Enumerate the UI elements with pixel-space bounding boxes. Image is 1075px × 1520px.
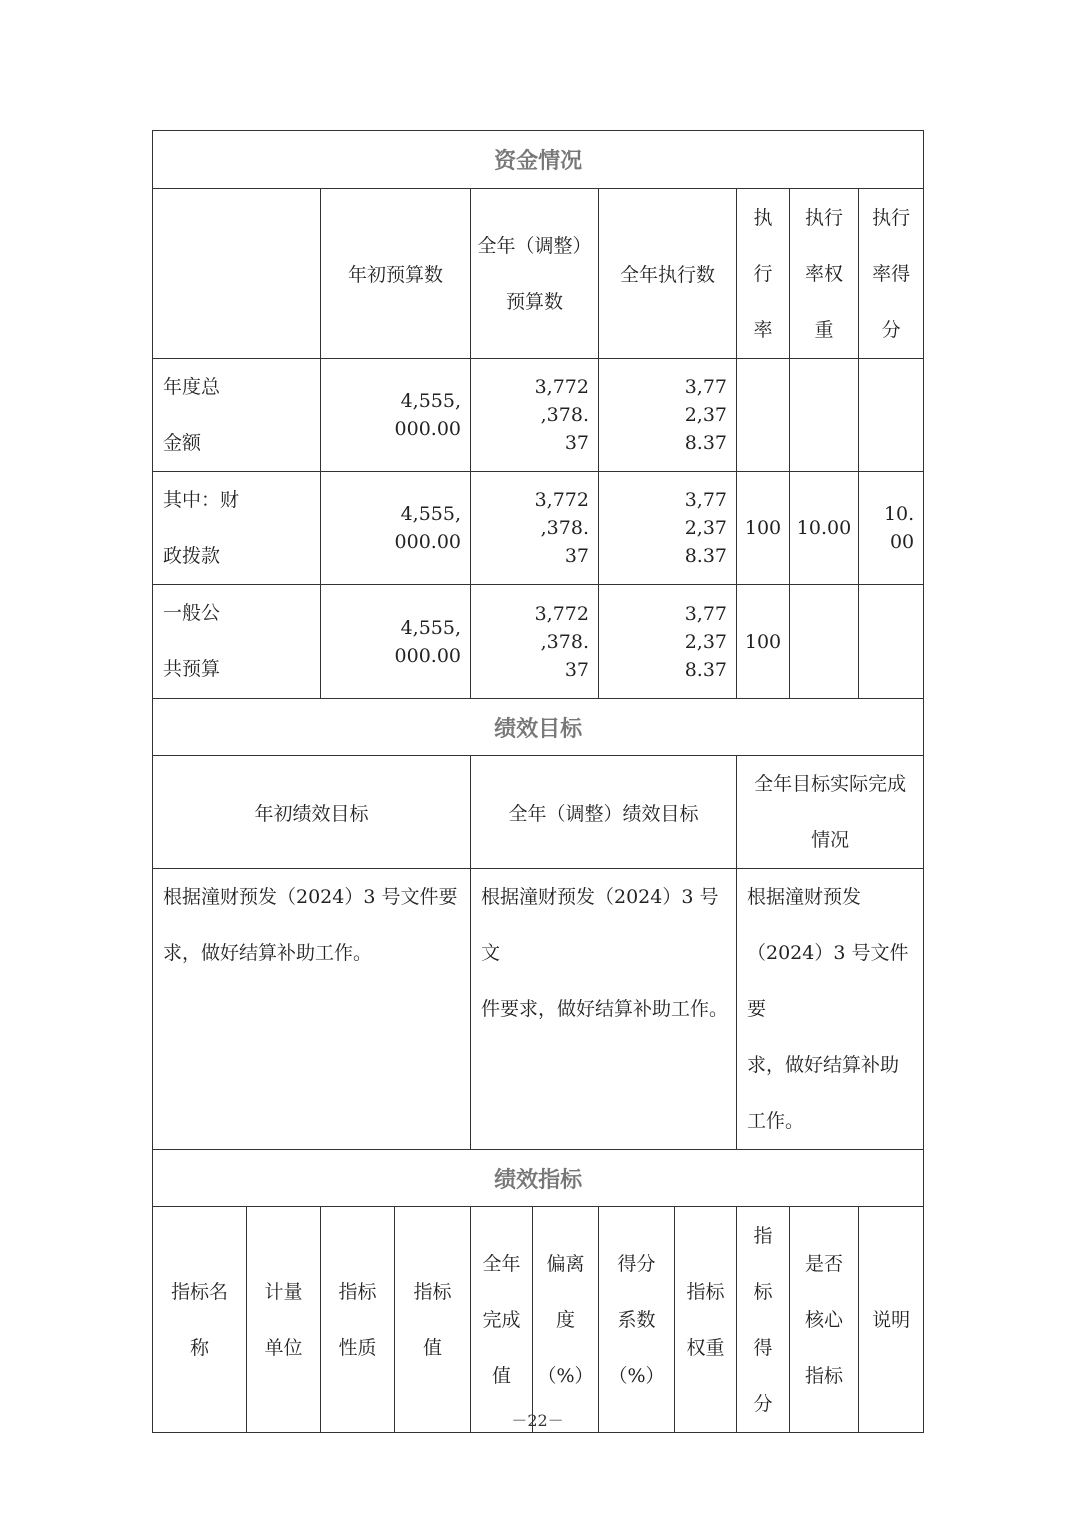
funds-row-initial: 4,555, 000.00 [321, 585, 471, 699]
funds-row-score [859, 359, 924, 472]
funds-header-blank [153, 189, 321, 359]
performance-table [152, 130, 924, 1433]
goals-content-actual: 根据潼财预发 （2024）3 号文件要 求，做好结算补助 工作。 [737, 869, 924, 1150]
funds-row-score [859, 585, 924, 699]
funds-row-rate [737, 359, 790, 472]
indicator-header-nature: 指标 性质 [321, 1207, 395, 1433]
funds-row-adjusted: 3,772 ,378. 37 [471, 585, 599, 699]
funds-row-executed: 3,77 2,37 8.37 [599, 359, 737, 472]
funds-header-adjusted-budget: 全年（调整） 预算数 [471, 189, 599, 359]
funds-row-label: 年度总 金额 [153, 359, 321, 472]
funds-header-executed: 全年执行数 [599, 189, 737, 359]
indicator-header-name: 指标名 称 [153, 1207, 247, 1433]
funds-row-label: 其中：财 政拨款 [153, 472, 321, 585]
funds-row-weight [790, 359, 859, 472]
funds-header-rate-weight: 执行 率权 重 [790, 189, 859, 359]
indicator-header-deviation: 偏离 度 （%） [533, 1207, 599, 1433]
goals-header-adjusted: 全年（调整）绩效目标 [471, 756, 737, 869]
funds-row-score: 10. 00 [859, 472, 924, 585]
goals-header-actual: 全年目标实际完成 情况 [737, 756, 924, 869]
indicator-header-note: 说明 [859, 1207, 924, 1433]
funds-row-adjusted: 3,772 ,378. 37 [471, 359, 599, 472]
goals-section-title: 绩效目标 [153, 699, 924, 756]
funds-row-initial: 4,555, 000.00 [321, 359, 471, 472]
funds-row-adjusted: 3,772 ,378. 37 [471, 472, 599, 585]
funds-row-label: 一般公 共预算 [153, 585, 321, 699]
funds-header-rate-score: 执行 率得 分 [859, 189, 924, 359]
funds-row [153, 359, 924, 472]
indicator-header-completed: 全年 完成 值 [471, 1207, 533, 1433]
indicator-header-core: 是否 核心 指标 [790, 1207, 859, 1433]
funds-row-rate: 100 [737, 585, 790, 699]
indicators-section-title: 绩效指标 [153, 1150, 924, 1207]
funds-row-weight: 10.00 [790, 472, 859, 585]
goals-content-initial: 根据潼财预发（2024）3 号文件要 求，做好结算补助工作。 [153, 869, 471, 1150]
funds-row-executed: 3,77 2,37 8.37 [599, 585, 737, 699]
funds-section-title: 资金情况 [153, 131, 924, 189]
goals-header-initial: 年初绩效目标 [153, 756, 471, 869]
funds-row-rate: 100 [737, 472, 790, 585]
indicator-header-score: 指 标 得 分 [737, 1207, 790, 1433]
funds-header-rate: 执 行 率 [737, 189, 790, 359]
funds-row-initial: 4,555, 000.00 [321, 472, 471, 585]
funds-header-initial-budget: 年初预算数 [321, 189, 471, 359]
indicator-header-value: 指标 值 [395, 1207, 471, 1433]
funds-row-executed: 3,77 2,37 8.37 [599, 472, 737, 585]
indicator-header-weight: 指标 权重 [675, 1207, 737, 1433]
page-number: －22－ [511, 1411, 564, 1430]
indicator-header-unit: 计量 单位 [247, 1207, 321, 1433]
indicator-header-coefficient: 得分 系数 （%） [599, 1207, 675, 1433]
funds-row-weight [790, 585, 859, 699]
funds-row [153, 585, 924, 699]
goals-content-adjusted: 根据潼财预发（2024）3 号文 件要求，做好结算补助工作。 [471, 869, 737, 1150]
funds-row [153, 472, 924, 585]
